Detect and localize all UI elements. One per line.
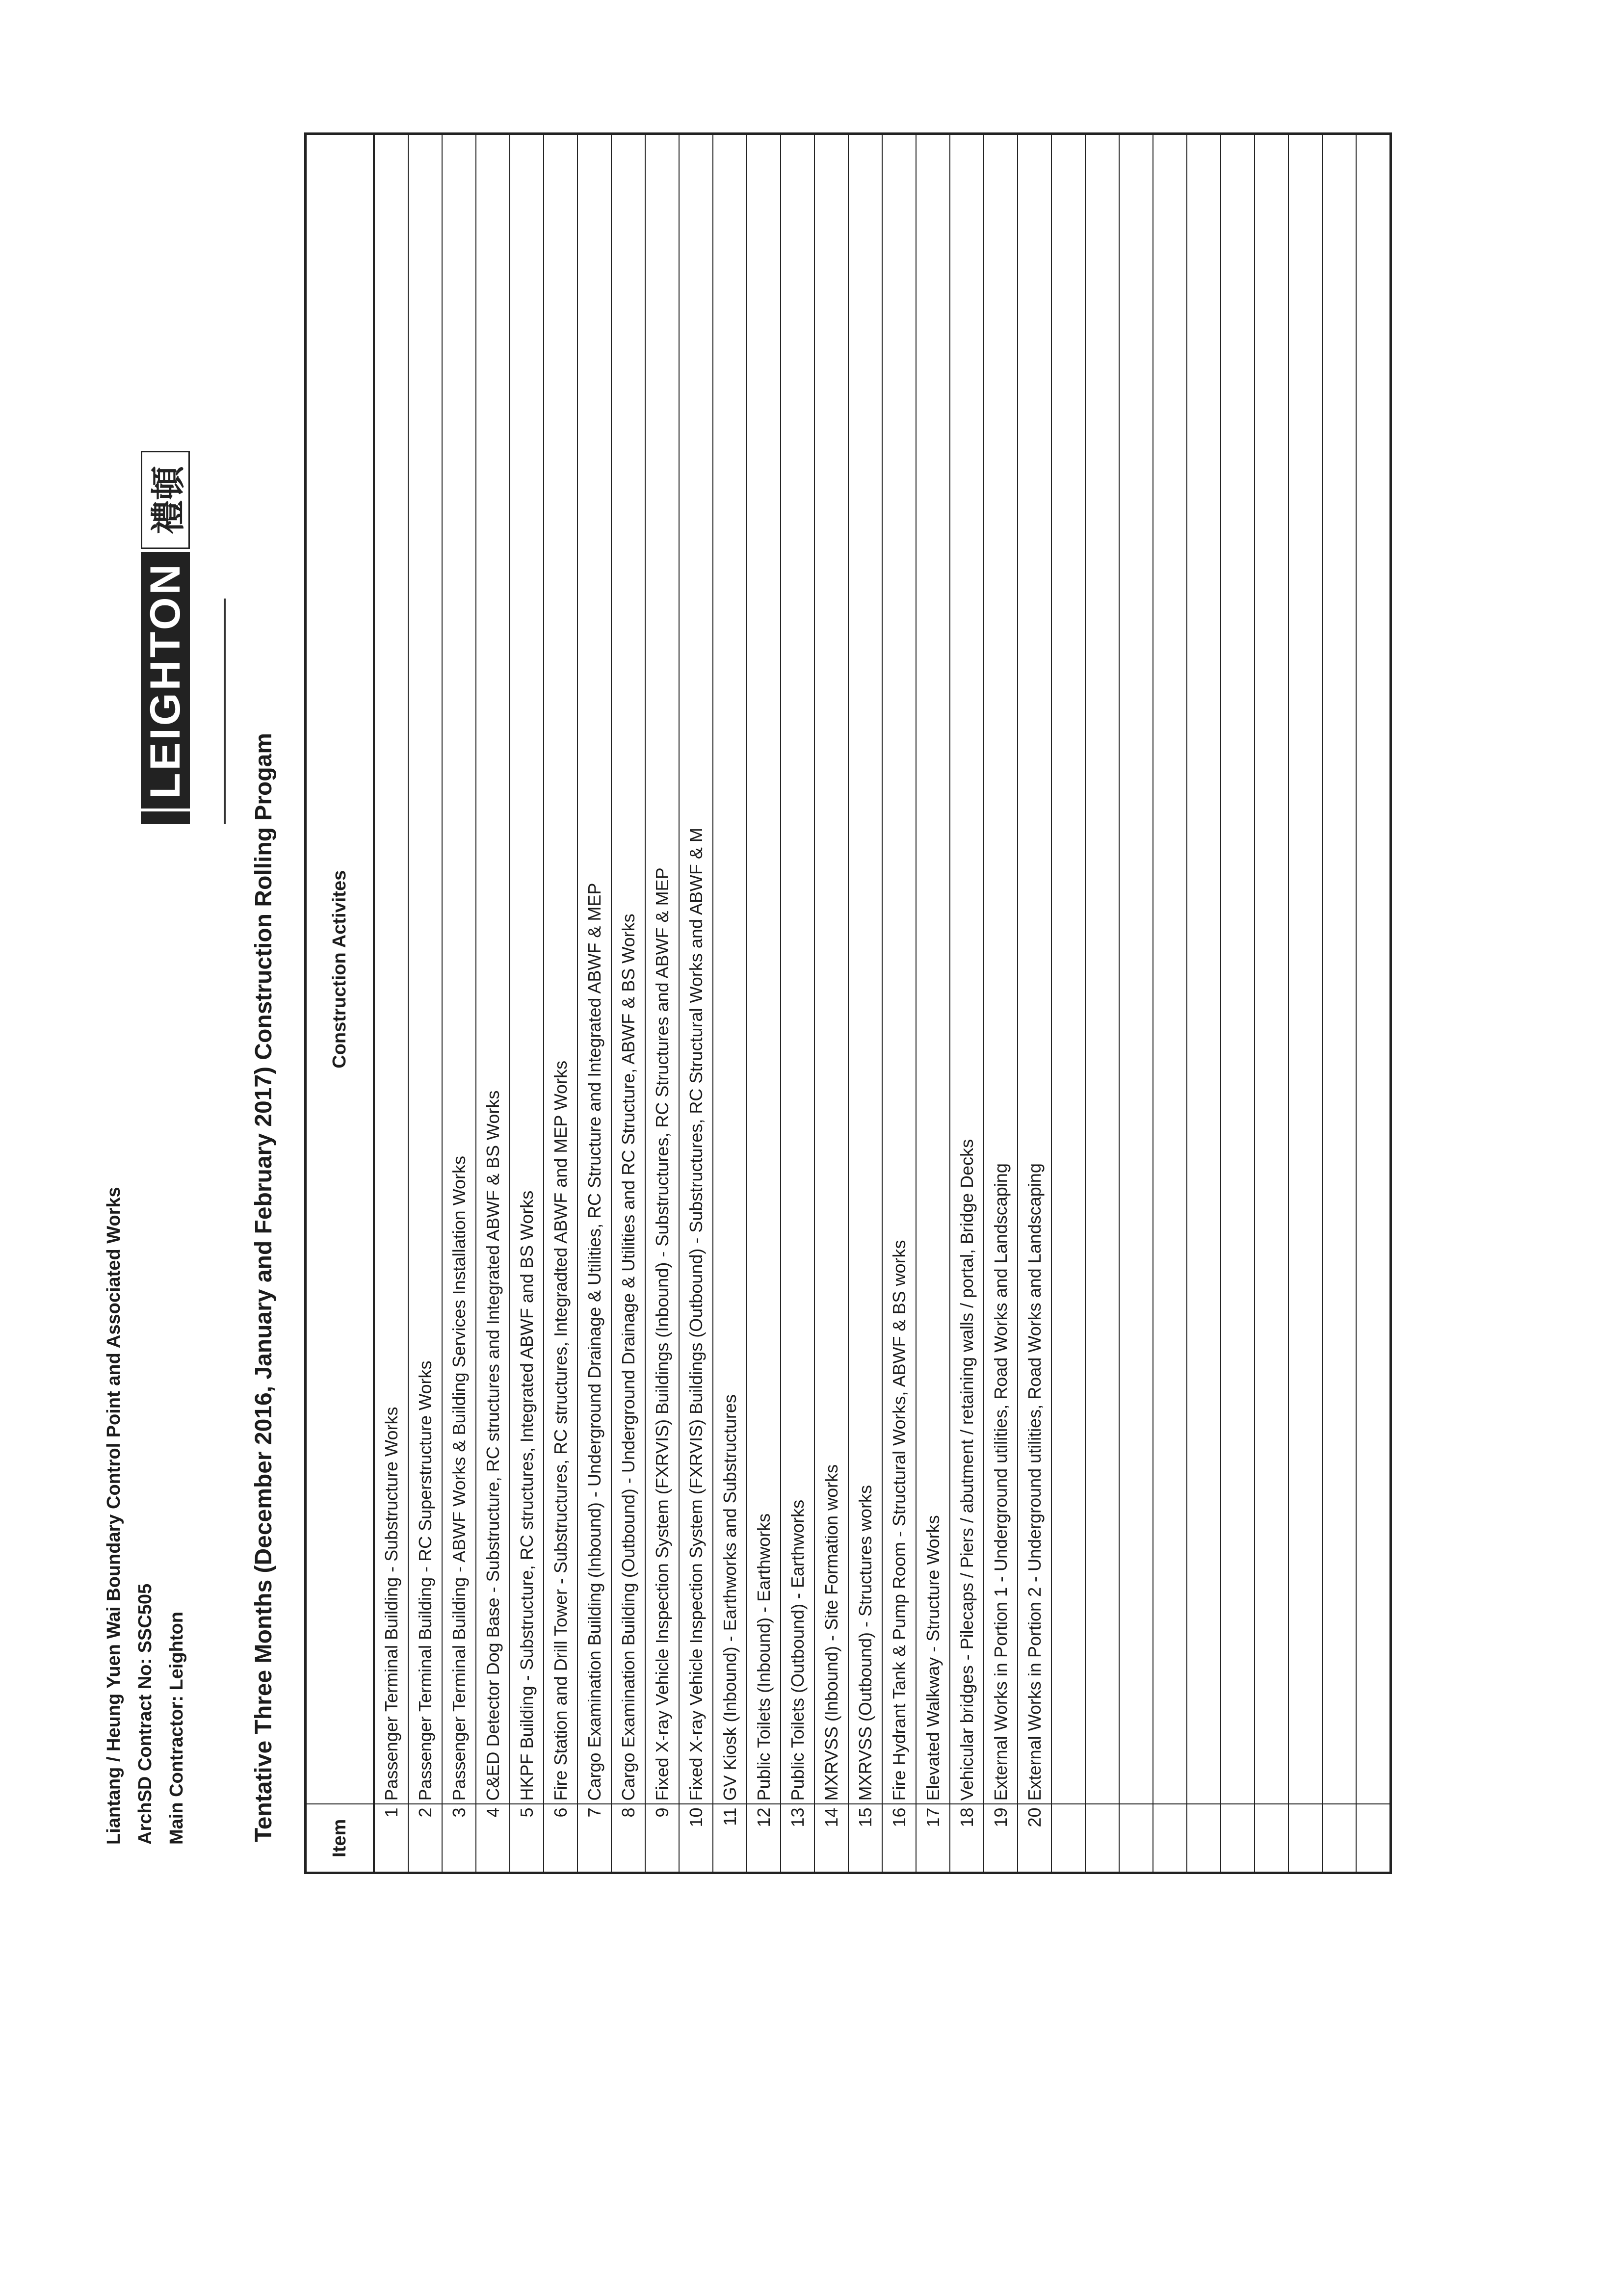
item-number: 13: [781, 1804, 814, 1873]
table-row: [645, 134, 679, 1873]
table-row: [679, 134, 713, 1873]
activity-description: GV Kiosk (Inbound) - Earthworks and Substructures: [713, 134, 747, 1804]
table-row: [1085, 134, 1119, 1873]
table-row: [1051, 134, 1085, 1873]
item-number: 16: [882, 1804, 916, 1873]
activity-description: [1356, 134, 1391, 1804]
activity-description: [1051, 134, 1085, 1804]
table-row: [1187, 134, 1221, 1873]
activity-description: Passenger Terminal Building - Substructure Works: [374, 134, 408, 1804]
table-header-row: [306, 134, 374, 1873]
table-row: [611, 134, 645, 1873]
table-row: [408, 134, 442, 1873]
item-number: [1153, 1804, 1187, 1873]
table-row: [1255, 134, 1288, 1873]
item-number: 10: [679, 1804, 713, 1873]
item-number: [1288, 1804, 1322, 1873]
activity-description: HKPF Building - Substructure, RC structures, Integrated ABWF and BS Works: [510, 134, 544, 1804]
item-number: 9: [645, 1804, 679, 1873]
item-number: 2: [408, 1804, 442, 1873]
item-number: 15: [848, 1804, 882, 1873]
activity-description: External Works in Portion 1 - Underground utilities, Road Works and Landscaping: [984, 134, 1018, 1804]
document-header: [98, 1187, 192, 1845]
table-row: [577, 134, 611, 1873]
logo-chinese-characters: 禮頓: [141, 451, 190, 549]
activity-description: [1322, 134, 1356, 1804]
activity-description: Fire Hydrant Tank & Pump Room - Structural Works, ABWF & BS works: [882, 134, 916, 1804]
activity-description: [1255, 134, 1288, 1804]
table-row: [848, 134, 882, 1873]
activity-description: [1085, 134, 1119, 1804]
table-row: [476, 134, 510, 1873]
table-row: [1288, 134, 1322, 1873]
logo-wordmark: LEIGHTON: [141, 552, 190, 809]
activity-description: Fixed X-ray Vehicle Inspection System (FXRVIS) Buildings (Inbound) - Substructures, RC Structures and ABWF & MEP: [645, 134, 679, 1804]
item-number: 5: [510, 1804, 544, 1873]
main-contractor: Main Contractor: Leighton: [166, 1612, 187, 1845]
activity-description: C&ED Detector Dog Base - Substructure, RC structures and Integrated ABWF & BS Works: [476, 134, 510, 1804]
table-row: [713, 134, 747, 1873]
item-number: [1187, 1804, 1221, 1873]
activity-description: [1153, 134, 1187, 1804]
table-row: [984, 134, 1018, 1873]
item-number: 19: [984, 1804, 1018, 1873]
table-row: [544, 134, 577, 1873]
project-name: Liantang / Heung Yuen Wai Boundary Control Point and Associated Works: [104, 1187, 124, 1845]
activity-description: MXRVSS (Inbound) - Site Formation works: [814, 134, 848, 1804]
item-number: 17: [916, 1804, 950, 1873]
activity-description: [1221, 134, 1255, 1804]
item-number: 14: [814, 1804, 848, 1873]
activity-description: Fixed X-ray Vehicle Inspection System (FXRVIS) Buildings (Outbound) - Substructures, RC Structural Works and ABWF & M: [679, 134, 713, 1804]
activity-description: Passenger Terminal Building - ABWF Works & Building Services Installation Works: [442, 134, 476, 1804]
logo-mark-icon: [141, 811, 190, 824]
item-number: [1085, 1804, 1119, 1873]
item-number: [1356, 1804, 1391, 1873]
activity-description: Elevated Walkway - Structure Works: [916, 134, 950, 1804]
item-number: [1221, 1804, 1255, 1873]
table-body: [374, 134, 1391, 1873]
item-number: 1: [374, 1804, 408, 1873]
leighton-logo: [133, 451, 197, 824]
table-row: [916, 134, 950, 1873]
table-row: [882, 134, 916, 1873]
item-number: [1051, 1804, 1085, 1873]
table-row: [1018, 134, 1051, 1873]
item-number: 3: [442, 1804, 476, 1873]
table-row: [374, 134, 408, 1873]
activity-description: Public Toilets (Outbound) - Earthworks: [781, 134, 814, 1804]
activity-description: Vehicular bridges - Pilecaps / Piers / abutment / retaining walls / portal, Bridge Decks: [950, 134, 984, 1804]
item-number: [1119, 1804, 1153, 1873]
activity-description: MXRVSS (Outbound) - Structures works: [848, 134, 882, 1804]
item-number: [1322, 1804, 1356, 1873]
table-row: [1153, 134, 1187, 1873]
table-row: [950, 134, 984, 1873]
item-number: 4: [476, 1804, 510, 1873]
activity-description: Public Toilets (Inbound) - Earthworks: [747, 134, 781, 1804]
item-number: 6: [544, 1804, 577, 1873]
activity-column-header: Construction Activites: [306, 134, 374, 1804]
item-number: 18: [950, 1804, 984, 1873]
activity-description: Fire Station and Drill Tower - Substructures, RC structures, Integradted ABWF and MEP Works: [544, 134, 577, 1804]
item-number: 20: [1018, 1804, 1051, 1873]
table-row: [1356, 134, 1391, 1873]
table-row: [510, 134, 544, 1873]
activity-description: [1187, 134, 1221, 1804]
activity-description: [1119, 134, 1153, 1804]
activity-description: Cargo Examination Building (Outbound) - Underground Drainage & Utilities and RC Structure, ABWF & BS Works: [611, 134, 645, 1804]
table-row: [442, 134, 476, 1873]
activities-table: [304, 132, 1392, 1874]
activity-description: External Works in Portion 2 - Underground utilities, Road Works and Landscaping: [1018, 134, 1051, 1804]
table-row: [1221, 134, 1255, 1873]
table-row: [781, 134, 814, 1873]
activity-description: [1288, 134, 1322, 1804]
table-row: [1119, 134, 1153, 1873]
contract-number: ArchSD Contract No: SSC505: [135, 1583, 156, 1845]
document-title: Tentative Three Months (December 2016, January and February 2017) Construction Rolling Progam: [251, 732, 277, 1842]
table-row: [747, 134, 781, 1873]
table-row: [1322, 134, 1356, 1873]
item-number: 8: [611, 1804, 645, 1873]
item-column-header: Item: [306, 1804, 374, 1873]
logo-underline: [224, 599, 226, 824]
item-number: 12: [747, 1804, 781, 1873]
item-number: 11: [713, 1804, 747, 1873]
activity-description: Cargo Examination Building (Inbound) - Underground Drainage & Utilities, RC Structure and Integrated ABWF & MEP: [577, 134, 611, 1804]
table-row: [814, 134, 848, 1873]
activity-description: Passenger Terminal Building - RC Superstructure Works: [408, 134, 442, 1804]
item-number: [1255, 1804, 1288, 1873]
item-number: 7: [577, 1804, 611, 1873]
